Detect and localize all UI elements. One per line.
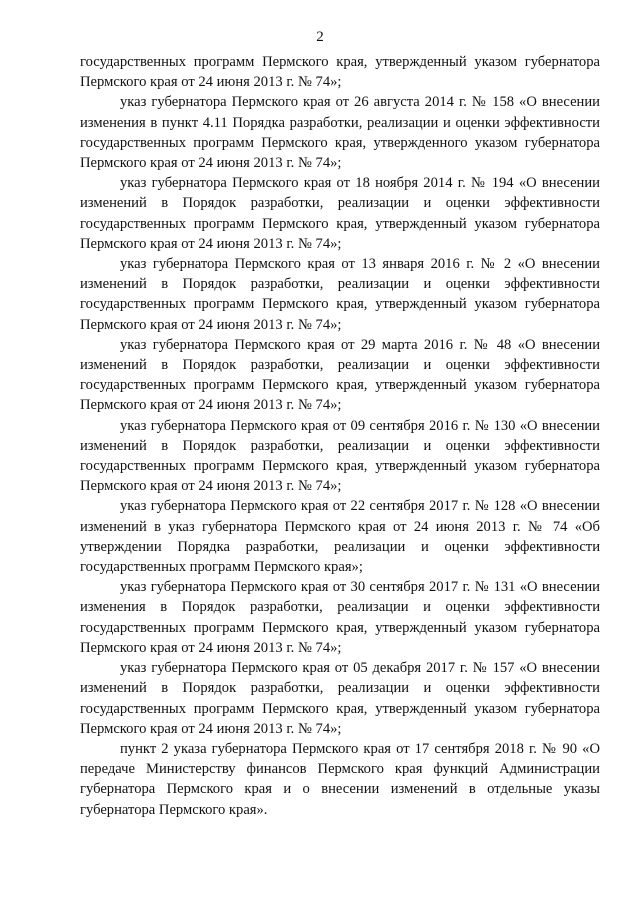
paragraph-decree-90-item-2: пункт 2 указа губернатора Пермского края от 17 сентября 2018 г. № 90 «О передаче Министерству финансов Пермского края функций Администрации губернатора Пермского края и о внесении изменений в отдельные указы губернатора Пермского края». xyxy=(80,740,600,818)
paragraph-decree-131: указ губернатора Пермского края от 30 сентября 2017 г. № 131 «О внесении изменения в Порядок разработки, реализации и оценки эффективности государственных программ Пермского края, утвержденный указом губернатора Пермского края от 24 июня 2013 г. № 74»; xyxy=(80,579,600,656)
page-number: 2 xyxy=(316,29,324,45)
document-body xyxy=(80,52,600,820)
paragraph-decree-2: указ губернатора Пермского края от 13 января 2016 г. № 2 «О внесении изменений в Порядок разработки, реализации и оценки эффективности государственных программ Пермского края, утвержденный указом губернатора Пермского края от 24 июня 2013 г. № 74»; xyxy=(80,256,600,333)
paragraph-decree-194: указ губернатора Пермского края от 18 ноября 2014 г. № 194 «О внесении изменений в Порядок разработки, реализации и оценки эффективности государственных программ Пермского края, утвержденный указом губернатора Пермского края от 24 июня 2013 г. № 74»; xyxy=(80,175,600,252)
paragraph-decree-158: указ губернатора Пермского края от 26 августа 2014 г. № 158 «О внесении изменения в пункт 4.11 Порядка разработки, реализации и оценки эффективности государственных программ Пермского края, утвержденного указом губернатора Пермского края от 24 июня 2013 г. № 74»; xyxy=(80,94,600,172)
paragraph-decree-48: указ губернатора Пермского края от 29 марта 2016 г. № 48 «О внесении изменений в Порядок разработки, реализации и оценки эффективности государственных программ Пермского края, утвержденный указом губернатора Пермского края от 24 июня 2013 г. № 74»; xyxy=(80,336,600,414)
paragraph-decree-157: указ губернатора Пермского края от 05 декабря 2017 г. № 157 «О внесении изменений в Порядок разработки, реализации и оценки эффективности государственных программ Пермского края, утвержденный указом губернатора Пермского края от 24 июня 2013 г. № 74»; xyxy=(80,660,600,737)
paragraph-continuation: государственных программ Пермского края, утвержденный указом губернатора Пермского края от 24 июня 2013 г. № 74»; xyxy=(80,54,600,91)
paragraph-decree-128: указ губернатора Пермского края от 22 сентября 2017 г. № 128 «О внесении изменений в указ губернатора Пермского края от 24 июня 2013 г. № 74 «Об утверждении Порядка разработки, реализации и оценки эффективности государственных программ Пермского края»; xyxy=(80,498,600,576)
paragraph-decree-130: указ губернатора Пермского края от 09 сентября 2016 г. № 130 «О внесении изменений в Порядок разработки, реализации и оценки эффективности государственных программ Пермского края, утвержденный указом губернатора Пермского края от 24 июня 2013 г. № 74»; xyxy=(80,417,600,495)
